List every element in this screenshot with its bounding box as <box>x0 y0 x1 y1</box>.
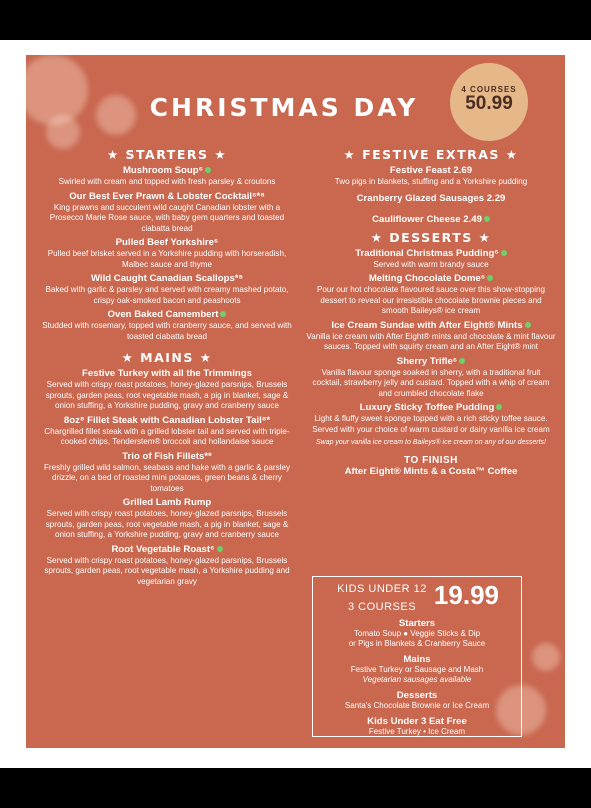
to-finish-heading: TO FINISH <box>404 455 458 466</box>
vegetarian-icon <box>217 546 223 552</box>
menu-item-desc: Two pigs in blankets, stuffing and a Yorkshire pudding <box>334 177 528 186</box>
price-badge <box>450 63 528 141</box>
price-badge-label: 4 COURSES <box>461 85 517 94</box>
menu-item-name: Root Vegetable Roast⁶ <box>36 544 298 556</box>
menu-item-name: Traditional Christmas Pudding⁶ <box>306 248 556 260</box>
price-badge-value: 50.99 <box>465 93 513 114</box>
right-column <box>306 147 556 487</box>
desserts-heading: ★ DESSERTS ★ <box>370 229 492 245</box>
menu-item-name: Wild Caught Canadian Scallops*⁸ <box>90 273 244 284</box>
swap-note: Swap your vanilla ice cream to Baileys® ice cream on any of our desserts! <box>315 439 547 446</box>
kids-price: 19.99 <box>433 580 499 610</box>
vegetarian-icon <box>496 404 502 410</box>
vegetarian-icon <box>205 167 211 173</box>
bottom-black-bar <box>0 768 591 808</box>
bokeh-light <box>26 55 88 125</box>
menu-item-name: Cauliflower Cheese 2.49 <box>306 214 556 226</box>
menu-item-desc: Served with crispy roast potatoes, honey-glazed parsnips, Brussels sprouts, garden peas, root vegetable mash, a Yorkshire pudding and vegetarian gravy <box>44 555 290 586</box>
kids-starters-line: or Pigs in Blankets & Cranberry Sauce <box>348 639 486 648</box>
kids-starters-heading: Starters <box>398 618 436 629</box>
menu-item-desc: Light & fluffy sweet sponge topped with a rich sticky toffee sauce. Served with your choice of warm custard or dairy vanilla ice cream <box>312 414 550 434</box>
kids-mains-heading: Mains <box>403 654 431 665</box>
menu-item-name: Ice Cream Sundae with After Eight® Mints <box>306 320 556 332</box>
menu-item-desc: Studded with rosemary, topped with cranberry sauce, and served with toasted ciabatta bread <box>42 321 292 341</box>
menu-item-name: Festive Feast 2.69 <box>389 165 473 176</box>
starters-heading: ★ STARTERS ★ <box>106 147 228 162</box>
christmas-menu <box>26 55 565 748</box>
menu-item-desc: King prawns and succulent wild caught Canadian lobster with a Prosecco Marie Rose sauce, with baby gem quarters and toasted ciabatta bread <box>49 202 285 233</box>
menu-item-desc: Chargrilled fillet steak with a grilled lobster tail and served with triple-cooked chips, Tenderstem® broccoli and hollandaise sauce <box>44 426 290 446</box>
menu-item-name: Sherry Trifle⁶ <box>306 356 556 368</box>
menu-item-desc: Swirled with cream and topped with fresh parsley & croutons <box>58 177 276 186</box>
page-title: CHRISTMAS DAY <box>149 93 419 122</box>
kids-heading-line1: KIDS UNDER 12 <box>337 583 427 595</box>
menu-item-desc: Served with crispy roast potatoes, honey-glazed parsnips, Brussels sprouts, garden peas, root vegetable mash, a pig in blanket, sage & onion stuffing, a Yorkshire pudding, gravy and cranberry sauce <box>45 380 289 410</box>
bokeh-light <box>46 115 80 149</box>
kids-free-line: Festive Turkey • Ice Cream <box>368 727 466 736</box>
menu-item-desc: Served with warm brandy sauce <box>373 259 489 269</box>
menu-item-name: Grilled Lamb Rump <box>122 497 212 508</box>
kids-desserts-line: Santa's Chocolate Brownie or Ice Cream <box>344 701 490 710</box>
menu-item-name: Our Best Ever Prawn & Lobster Cocktail⁶*⁸ <box>69 190 265 202</box>
kids-free-heading: Kids Under 3 Eat Free <box>367 716 467 727</box>
menu-item-desc: Pour our hot chocolate flavoured sauce over this show-stopping dessert to reveal our irresistible chocolate brownie pieces and smooth Baileys® ice cream <box>316 285 546 315</box>
vegetarian-icon <box>459 358 465 364</box>
kids-desserts-heading: Desserts <box>396 690 438 701</box>
menu-item-desc: Served with crispy roast potatoes, honey-glazed parsnips, Brussels sprouts, garden peas, root vegetable mash, a pig in blanket, sage & onion stuffing, a Yorkshire pudding, gravy and cranberry sauce <box>45 509 289 539</box>
vegetarian-icon <box>525 322 531 328</box>
kids-starters-line: Tomato Soup ● Veggie Sticks & Dip <box>353 629 481 638</box>
bokeh-light <box>532 643 560 671</box>
menu-item-desc: Vanilla ice cream with After Eight® mints and chocolate & mint flavour sauces. Topped with squirty cream and an After Eight® mint <box>306 331 556 351</box>
menu-item-name: Cranberry Glazed Sausages 2.29 <box>356 192 506 204</box>
mains-heading: ★ MAINS ★ <box>121 350 213 365</box>
menu-item-desc: Vanilla flavour sponge soaked in sherry, with a traditional fruit cocktail, strawberry jelly and custard. Topped with a whip of cream and crumbled chocolate flake <box>312 367 550 398</box>
menu-item-name: Oven Baked Camembert <box>36 309 298 321</box>
left-column <box>36 147 298 590</box>
kids-mains-line: Vegetarian sausages available <box>362 675 472 684</box>
menu-item-desc: Pulled beef brisket served in a Yorkshire pudding with horseradish, Malbec sauce and thyme <box>47 249 287 269</box>
menu-item-name: Trio of Fish Fillets** <box>122 450 212 462</box>
vegetarian-icon <box>484 216 490 222</box>
menu-item-name: Luxury Sticky Toffee Pudding <box>306 402 556 414</box>
top-black-bar <box>0 0 591 40</box>
vegetarian-icon <box>220 311 226 317</box>
menu-item-name: Mushroom Soup⁶ <box>36 165 298 177</box>
kids-mains-line: Festive Turkey or Sausage and Mash <box>350 665 484 674</box>
menu-item-name: Festive Turkey with all the Trimmings <box>82 368 252 379</box>
menu-item-name: 8oz⁸ Fillet Steak with Canadian Lobster Tail⁸* <box>63 414 271 426</box>
to-finish-line: After Eight® Mints & a Costa™ Coffee <box>344 466 518 477</box>
bokeh-light <box>96 95 136 135</box>
kids-heading-line2: 3 COURSES <box>347 601 417 613</box>
vegetarian-icon <box>501 250 507 256</box>
kids-menu-box <box>312 576 522 737</box>
festive-extras-heading: ★ FESTIVE EXTRAS ★ <box>343 147 519 162</box>
vegetarian-icon <box>487 275 493 281</box>
menu-item-name: Melting Chocolate Dome⁶ <box>306 273 556 285</box>
menu-item-desc: Baked with garlic & parsley and served with creamy mashed potato, crispy oak-smoked bacon and peashoots <box>45 285 289 305</box>
menu-item-desc: Freshly grilled wild salmon, seabass and hake with a garlic & parsley drizzle, on a bed of roasted mini potatoes, green beans & cherry tomatoes <box>43 462 291 493</box>
menu-item-name: Pulled Beef Yorkshire⁶ <box>115 237 219 248</box>
